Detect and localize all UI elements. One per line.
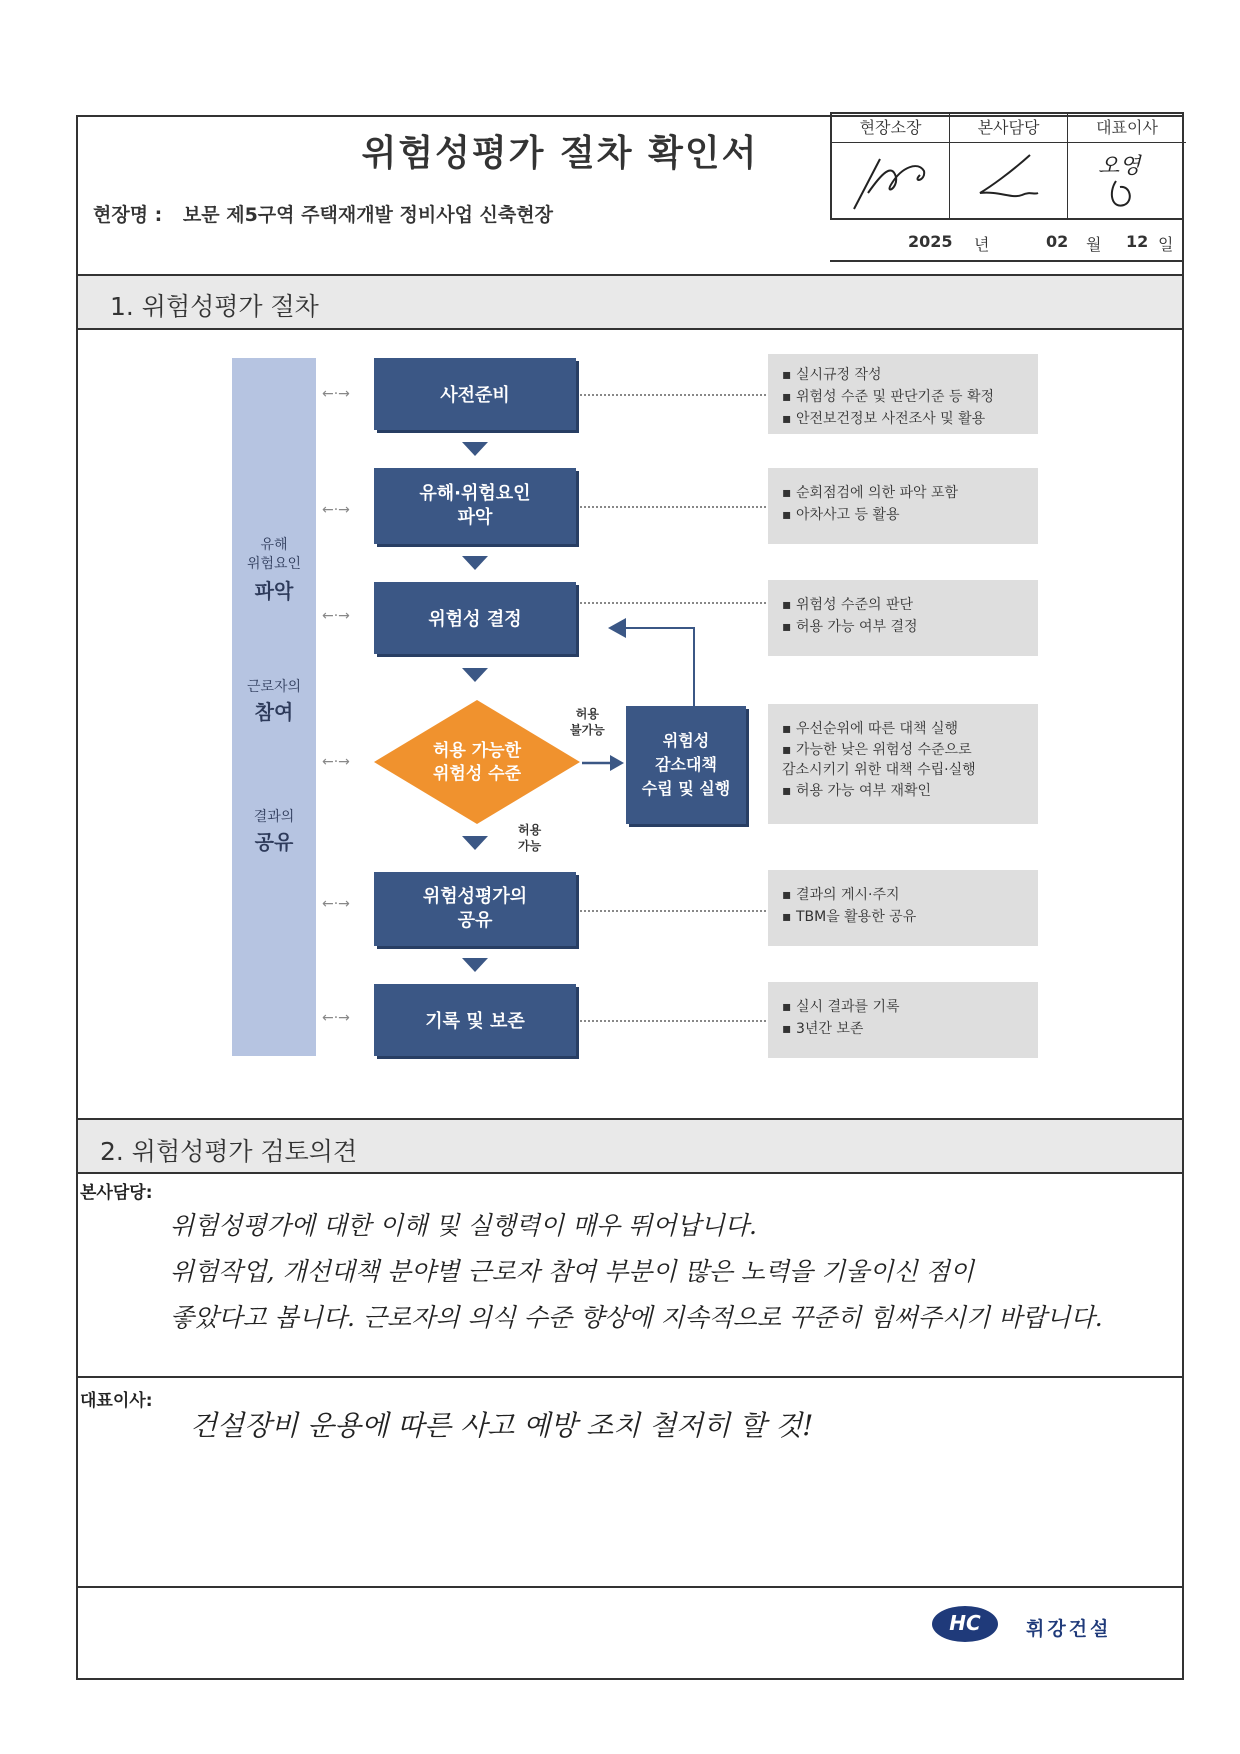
company-name: 휘강건설 (1026, 1618, 1112, 1640)
logo-mark: HC (949, 1611, 981, 1635)
step-share: 위험성평가의 공유 (374, 872, 576, 946)
side-label-participate-small: 근로자의 (246, 679, 302, 695)
arrow-down-icon (462, 442, 488, 456)
step-preparation: 사전준비 (374, 358, 576, 430)
dotted-connector (580, 1020, 766, 1022)
dotted-connector (580, 910, 766, 912)
date-underline (830, 260, 1184, 262)
approval-ceo (1068, 114, 1186, 218)
section2-heading: 2. 위험성평가 검토의견 (100, 1137, 358, 1166)
double-arrow-icon: ←·→ (322, 1010, 350, 1026)
decision-label: 허용 가능한 위험성 수준 (432, 741, 522, 784)
divider (76, 1172, 1184, 1174)
dotted-connector (580, 602, 766, 604)
company-logo (930, 1604, 1000, 1644)
signature-hq (950, 143, 1066, 217)
side-label-share: 공유 (254, 830, 294, 854)
divider (76, 328, 1184, 330)
not-allowed-label: 허용 불가능 (570, 707, 605, 737)
ceo-comment-line: 건설장비 운용에 따른 사고 예방 조치 철저히 할 것! (190, 1409, 814, 1442)
note-preparation: ▪ 실시규정 작성 ▪ 위험성 수준 및 판단기준 등 확정 ▪ 안전보건정보 사전조사 및 활용 (768, 354, 1038, 434)
dotted-connector (580, 394, 766, 396)
side-label-share-small: 결과의 (253, 809, 295, 825)
site-name: 보문 제5구역 주택재개발 정비사업 신축현장 (182, 204, 553, 226)
signature-ceo: 오영 (1068, 143, 1186, 217)
double-arrow-icon: ←·→ (322, 608, 350, 624)
return-arrow-icon (604, 610, 708, 708)
section1-heading: 1. 위험성평가 절차 (110, 292, 319, 321)
step-determine: 위험성 결정 (374, 582, 576, 654)
note-record: ▪ 실시 결과를 기록 ▪ 3년간 보존 (768, 982, 1038, 1058)
note-identify: ▪ 순회점검에 의한 파악 포함 ▪ 아차사고 등 활용 (768, 468, 1038, 544)
allowed-label: 허용 가능 (518, 823, 542, 853)
double-arrow-icon: ←·→ (322, 386, 350, 402)
reduction-box: 위험성 감소대책 수립 및 실행 (626, 706, 746, 824)
double-arrow-icon: ←·→ (322, 896, 350, 912)
step-identify: 유해·위험요인 파악 (374, 468, 576, 544)
date-month-unit: 월 (1086, 235, 1102, 254)
document-title: 위험성평가 절차 확인서 (361, 133, 759, 174)
double-arrow-icon: ←·→ (322, 502, 350, 518)
date-year: 2025 (908, 232, 953, 251)
step-record: 기록 및 보존 (374, 984, 576, 1056)
ceo-comment-label: 대표이사: (80, 1391, 153, 1411)
date-month: 02 (1046, 232, 1069, 251)
note-reduction: ▪ 우선순위에 따른 대책 실행 ▪ 가능한 낮은 위험성 수준으로 감소시키기 위한 대책 수립·실행 ▪ 허용 가능 여부 재확인 (768, 704, 1038, 824)
site-label: 현장명 : (93, 204, 163, 226)
divider (76, 1376, 1184, 1378)
date-day-unit: 일 (1158, 235, 1174, 254)
hq-comment-label: 본사담당: (80, 1183, 153, 1203)
approval-manager (832, 114, 950, 218)
arrow-down-icon (462, 556, 488, 570)
approval-header: 대표이사 (1068, 114, 1186, 143)
site-line (93, 200, 553, 227)
side-label-identify-small: 유해 위험요인 (246, 537, 302, 572)
arrow-right-icon (582, 754, 624, 772)
hq-comment-line-2: 위험작업, 개선대책 분야별 근로자 참여 부분이 많은 노력을 기울이신 점이 (170, 1257, 974, 1286)
date-day: 12 (1126, 232, 1149, 251)
approval-header: 현장소장 (832, 114, 949, 143)
arrow-down-icon (462, 836, 488, 850)
arrow-down-icon (462, 668, 488, 682)
hq-comment-line-1: 위험성평가에 대한 이해 및 실행력이 매우 뛰어납니다. (170, 1211, 757, 1240)
side-label-identify: 파악 (254, 579, 294, 603)
hq-comment-line-3: 좋았다고 봅니다. 근로자의 의식 수준 향상에 지속적으로 꾸준히 힘써주시기 바랍니다. (170, 1303, 1103, 1332)
divider (76, 1586, 1184, 1588)
arrow-down-icon (462, 958, 488, 972)
double-arrow-icon: ←·→ (322, 754, 350, 770)
approval-header: 본사담당 (950, 114, 1067, 143)
dotted-connector (580, 506, 766, 508)
note-share: ▪ 결과의 게시·주지 ▪ TBM을 활용한 공유 (768, 870, 1038, 946)
note-determine: ▪ 위험성 수준의 판단 ▪ 허용 가능 여부 결정 (768, 580, 1038, 656)
side-label-participate: 참여 (254, 700, 294, 724)
approval-table (830, 112, 1184, 220)
signature-manager (832, 143, 948, 217)
approval-hq (950, 114, 1068, 218)
date-year-unit: 년 (974, 235, 990, 254)
